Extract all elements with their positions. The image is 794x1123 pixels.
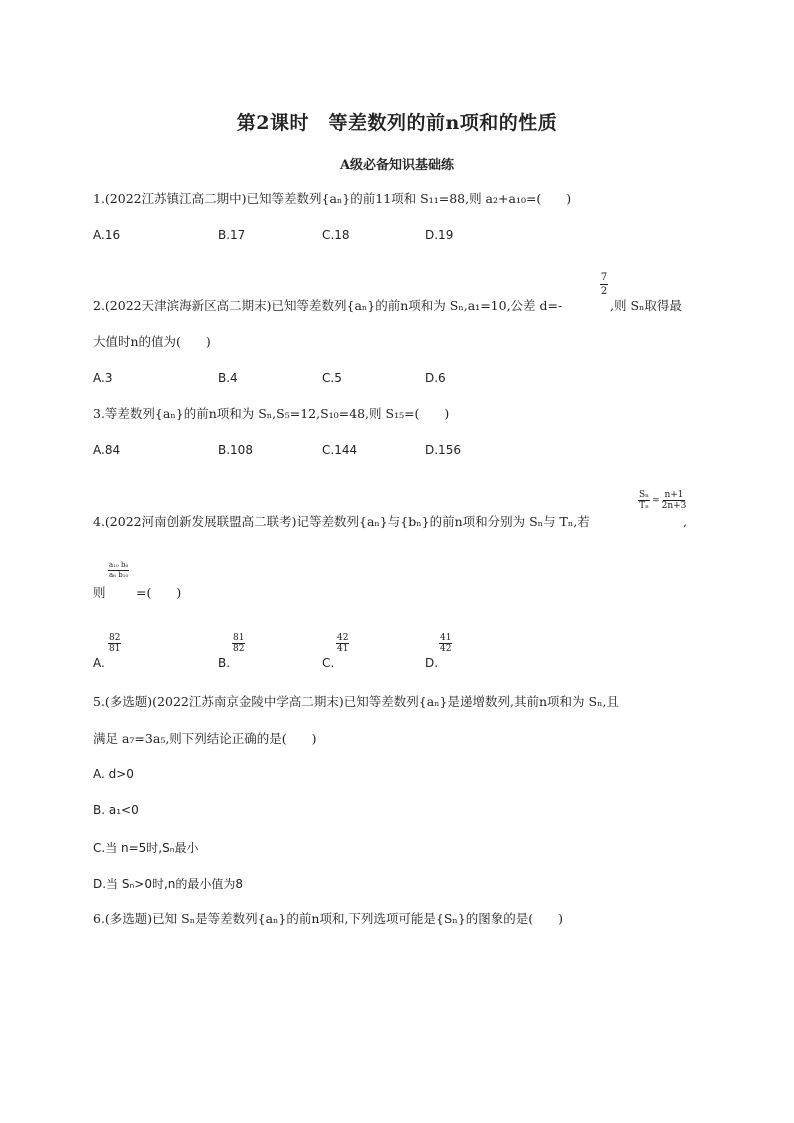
fraction-numerator: 42 (337, 633, 349, 643)
option-fraction (439, 633, 452, 654)
fraction-denominator: a₆ b₁₀ (109, 571, 129, 579)
question-4-option-c-label: C. (322, 656, 335, 670)
fraction-denominator: 81 (109, 644, 121, 654)
question-5-stem-line2: 满足 a₇=3a₅,则下列结论正确的是( ) (93, 731, 317, 746)
question-1-stem: 1.(2022江苏镇江高二期中)已知等差数列{aₙ}的前11项和 S₁₁=88,则 a₂+a₁₀=( ) (93, 191, 572, 206)
question-4-option-d-fraction (439, 633, 452, 654)
fraction-numerator: 41 (440, 633, 452, 643)
question-4-option-b-label: B. (218, 656, 231, 670)
question-2-text: 2.(2022天津滨海新区高二期末)已知等差数列{aₙ}的前n项和为 Sₙ,a₁=10,公差 d=- (93, 298, 563, 313)
question-3-option-b: B.108 (218, 443, 253, 457)
equals-sign: = (652, 495, 660, 506)
question-2-option-a: A.3 (93, 371, 113, 385)
question-5-option-c: C.当 n=5时,Sₙ最小 (93, 841, 199, 855)
fraction-denominator: 41 (337, 644, 349, 654)
question-4-stem-line2-tail: =( ) (136, 585, 182, 600)
question-5-option-d: D.当 Sₙ>0时,n的最小值为8 (93, 877, 244, 891)
option-fraction (108, 633, 121, 654)
condition-left-fraction (638, 490, 650, 511)
question-4-comma: , (683, 514, 687, 529)
question-4-stem-line2-prefix: 则 (93, 585, 106, 600)
question-4-option-c-fraction (336, 633, 349, 654)
question-4-option-a-label: A. (93, 656, 105, 670)
page-title: 第2课时 等差数列的前n项和的性质 (236, 112, 558, 134)
question-4-option-b-fraction (232, 633, 245, 654)
question-2-option-b: B.4 (218, 371, 238, 385)
question-1-option-c: C.18 (322, 228, 350, 242)
question-2-stem-line1 (93, 298, 562, 314)
fraction-denominator: Tₙ (639, 501, 649, 511)
fraction-numerator: a₁₀ b₆ (109, 561, 129, 569)
condition-right-fraction (662, 490, 687, 511)
fraction-numerator: 82 (109, 633, 121, 643)
option-fraction (232, 633, 245, 654)
fraction-denominator: 2 (600, 286, 608, 297)
fraction-numerator: 7 (600, 272, 608, 283)
question-3-stem: 3.等差数列{aₙ}的前n项和为 Sₙ,S₅=12,S₁₀=48,则 S₁₅=( ) (93, 406, 450, 421)
question-2-stem-line2: 大值时n的值为( ) (93, 334, 211, 349)
question-2-stem-tail: ,则 Sₙ取得最 (610, 298, 682, 313)
question-4-condition (638, 490, 686, 511)
question-6-stem: 6.(多选题)已知 Sₙ是等差数列{aₙ}的前n项和,下列选项可能是{Sₙ}的图象的是( ) (93, 911, 564, 926)
question-4-expression-fraction (108, 561, 129, 580)
question-5-option-b: B. a₁<0 (93, 803, 139, 817)
question-4-stem-line1: 4.(2022河南创新发展联盟高二联考)记等差数列{aₙ}与{bₙ}的前n项和分别为 Sₙ与 Tₙ,若 (93, 514, 590, 529)
fraction-denominator: 2n+3 (661, 501, 687, 511)
fraction-numerator: Sₙ (639, 490, 650, 500)
question-3-option-a: A.84 (93, 443, 121, 457)
fraction-denominator: 42 (440, 644, 452, 654)
question-4-option-a-fraction (108, 633, 121, 654)
question-1-option-b: B.17 (218, 228, 246, 242)
question-4-option-d-label: D. (425, 656, 439, 670)
question-1-option-a: A.16 (93, 228, 121, 242)
question-5-option-a: A. d>0 (93, 767, 134, 781)
fraction-denominator: 82 (233, 644, 245, 654)
fraction-numerator: n+1 (664, 490, 684, 500)
expression-fraction (108, 561, 129, 580)
question-3-option-d: D.156 (425, 443, 461, 457)
question-2-option-d: D.6 (425, 371, 446, 385)
question-2-option-c: C.5 (322, 371, 342, 385)
question-1-option-d: D.19 (425, 228, 454, 242)
question-2-d-fraction (600, 272, 608, 297)
fraction-numerator: 81 (233, 633, 245, 643)
option-fraction (336, 633, 349, 654)
fraction-bar (600, 284, 608, 285)
question-5-stem-line1: 5.(多选题)(2022江苏南京金陵中学高二期末)已知等差数列{aₙ}是递增数列,其前n项和为 Sₙ,且 (93, 694, 619, 709)
question-3-option-c: C.144 (322, 443, 358, 457)
section-heading: A级必备知识基础练 (339, 158, 455, 173)
